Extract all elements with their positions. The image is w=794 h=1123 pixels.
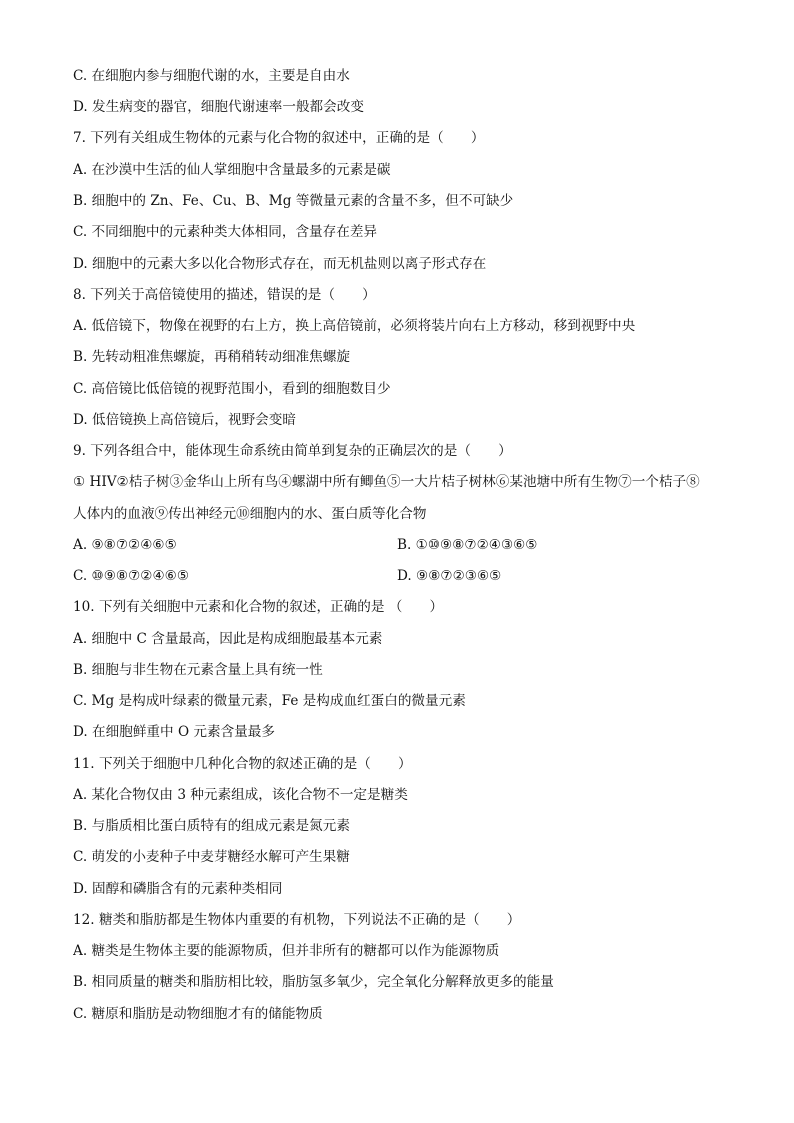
question-10: 10. 下列有关细胞中元素和化合物的叙述，正确的是 （ ） — [73, 599, 444, 615]
option-b: B. ①⑩⑨⑧⑦②④③⑥⑤ — [397, 537, 538, 553]
option-a: A. ⑨⑧⑦②④⑥⑤ — [73, 537, 177, 553]
text-line: A. 糖类是生物体主要的能源物质，但并非所有的糖都可以作为能源物质 — [73, 943, 500, 959]
option-c: C. ⑩⑨⑧⑦②④⑥⑤ — [73, 568, 190, 584]
text-line: B. 细胞与非生物在元素含量上具有统一性 — [73, 662, 323, 678]
text-line: A. 低倍镜下，物像在视野的右上方，换上高倍镜前，必须将装片向右上方移动，移到视野中央 — [73, 318, 636, 334]
text-line: C. 在细胞内参与细胞代谢的水，主要是自由水 — [73, 68, 350, 84]
text-line: C. 糖原和脂肪是动物细胞才有的储能物质 — [73, 1006, 323, 1022]
text-line: C. Mg 是构成叶绿素的微量元素，Fe 是构成血红蛋白的微量元素 — [73, 693, 466, 709]
text-line: C. 不同细胞中的元素种类大体相同，含量存在差异 — [73, 224, 378, 240]
text-line: A. 某化合物仅由 3 种元素组成，该化合物不一定是糖类 — [73, 787, 408, 803]
text-line: C. 高倍镜比低倍镜的视野范围小，看到的细胞数目少 — [73, 381, 391, 397]
question-11: 11. 下列关于细胞中几种化合物的叙述正确的是（ ） — [73, 756, 412, 772]
text-line: B. 细胞中的 Zn、Fe、Cu、B、Mg 等微量元素的含量不多，但不可缺少 — [73, 193, 514, 209]
text-line: D. 低倍镜换上高倍镜后，视野会变暗 — [73, 412, 296, 428]
question-12: 12. 糖类和脂肪都是生物体内重要的有机物，下列说法不正确的是（ ） — [73, 912, 521, 928]
text-line: B. 先转动粗准焦螺旋，再稍稍转动细准焦螺旋 — [73, 349, 350, 365]
question-7: 7. 下列有关组成生物体的元素与化合物的叙述中，正确的是（ ） — [73, 130, 485, 146]
option-d: D. ⑨⑧⑦②③⑥⑤ — [397, 568, 502, 584]
text-line: C. 萌发的小麦种子中麦芽糖经水解可产生果糖 — [73, 849, 350, 865]
text-line: A. 细胞中 C 含量最高，因此是构成细胞最基本元素 — [73, 631, 383, 647]
text-line: 人体内的血液⑨传出神经元⑩细胞内的水、蛋白质等化合物 — [73, 506, 427, 522]
text-line: A. 在沙漠中生活的仙人掌细胞中含量最多的元素是碳 — [73, 162, 391, 178]
question-8: 8. 下列关于高倍镜使用的描述，错误的是（ ） — [73, 287, 376, 303]
text-line: D. 细胞中的元素大多以化合物形式存在，而无机盐则以离子形式存在 — [73, 256, 487, 272]
text-line: B. 与脂质相比蛋白质特有的组成元素是氮元素 — [73, 818, 350, 834]
question-9: 9. 下列各组合中，能体现生命系统由简单到复杂的正确层次的是（ ） — [73, 443, 512, 459]
text-line: D. 发生病变的器官，细胞代谢速率一般都会改变 — [73, 99, 364, 115]
text-line: ① HIV②桔子树③金华山上所有鸟④螺湖中所有鲫鱼⑤一大片桔子树林⑥某池塘中所有生物⑦一个桔子⑧ — [73, 474, 700, 490]
text-line: D. 在细胞鲜重中 O 元素含量最多 — [73, 724, 275, 740]
text-line: D. 固醇和磷脂含有的元素种类相同 — [73, 881, 283, 897]
text-line: B. 相同质量的糖类和脂肪相比较，脂肪氢多氧少，完全氧化分解释放更多的能量 — [73, 974, 554, 990]
